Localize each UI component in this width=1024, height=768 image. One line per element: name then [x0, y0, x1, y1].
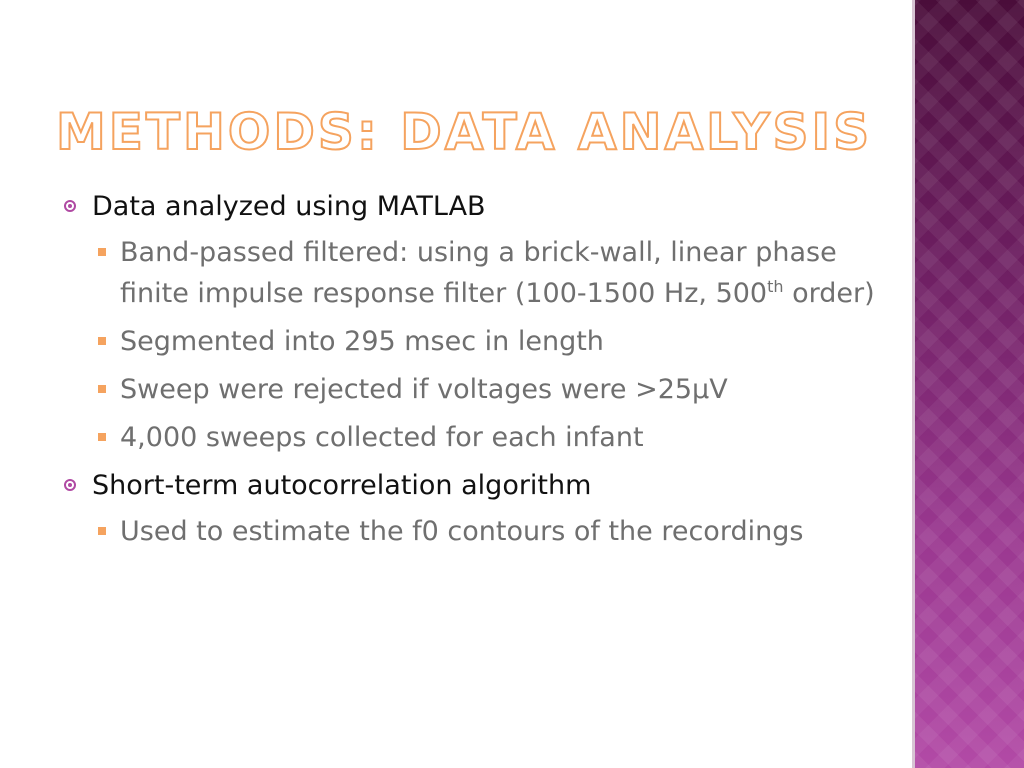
sidebar-edge: [912, 0, 915, 768]
sub-bullet-text: Used to estimate the f0 contours of the recordings: [120, 516, 804, 547]
circle-bullet-icon: [64, 479, 76, 491]
sub-bullet-text: 4,000 sweeps collected for each infant: [120, 422, 644, 453]
sub-bullet-text-post: order): [783, 278, 875, 309]
slide-content: [62, 186, 882, 559]
sub-bullet-item: [62, 369, 882, 410]
bullet-text: Data analyzed using MATLAB: [92, 191, 486, 222]
sub-bullet-text: Sweep were rejected if voltages were >25µV: [120, 374, 728, 405]
sub-bullet-item: [62, 511, 882, 552]
square-bullet-icon: [98, 337, 106, 345]
decorative-sidebar: [912, 0, 1024, 768]
bullet-item: [62, 465, 882, 507]
square-bullet-icon: [98, 385, 106, 393]
bullet-item: [62, 186, 882, 228]
square-bullet-icon: [98, 248, 106, 256]
square-bullet-icon: [98, 527, 106, 535]
sub-bullet-item: [62, 232, 882, 314]
square-bullet-icon: [98, 433, 106, 441]
sub-bullet-item: [62, 321, 882, 362]
sub-bullet-text-pre: Band-passed filtered: using a brick-wall, linear phase finite impulse response filter (100-1500 Hz, 500: [120, 237, 837, 309]
sub-bullet-item: [62, 417, 882, 458]
slide-title: METHODS: DATA ANALYSIS: [56, 103, 873, 161]
sub-bullet-text: Segmented into 295 msec in length: [120, 326, 604, 357]
circle-bullet-icon: [64, 200, 76, 212]
superscript: th: [767, 277, 784, 296]
bullet-text: Short-term autocorrelation algorithm: [92, 470, 592, 501]
